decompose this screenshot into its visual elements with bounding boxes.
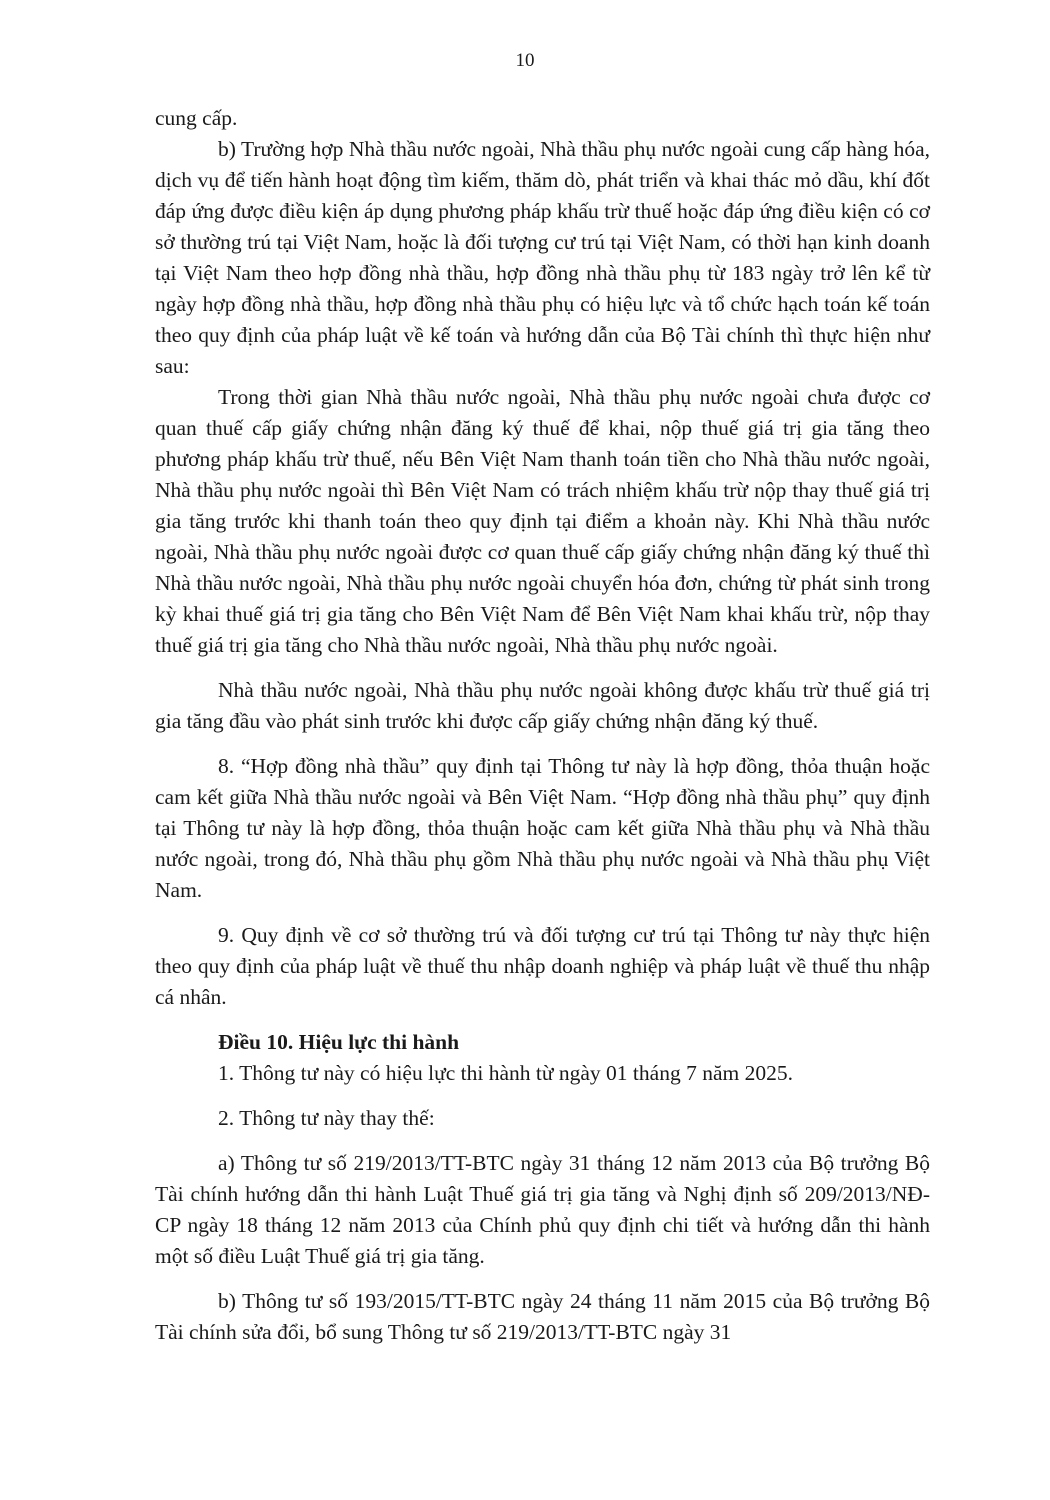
- paragraph-clause-9: 9. Quy định về cơ sở thường trú và đối tượng cư trú tại Thông tư này thực hiện theo quy định của pháp luật về thuế thu nhập doanh nghiệp và pháp luật về thuế thu nhập cá nhân.: [155, 923, 930, 1009]
- paragraph-registration-period: Trong thời gian Nhà thầu nước ngoài, Nhà thầu phụ nước ngoài chưa được cơ quan thuế cấp giấy chứng nhận đăng ký thuế để khai, nộp thuế giá trị gia tăng theo phương pháp khấu trừ thuế, nếu Bên Việt Nam thanh toán tiền cho Nhà thầu nước ngoài, Nhà thầu phụ nước ngoài thì Bên Việt Nam có trách nhiệm khấu trừ nộp thay thuế giá trị gia tăng trước khi thanh toán theo quy định tại điểm a khoản này. Khi Nhà thầu nước ngoài, Nhà thầu phụ nước ngoài được cơ quan thuế cấp giấy chứng nhận đăng ký thuế thì Nhà thầu nước ngoài, Nhà thầu phụ nước ngoài chuyển hóa đơn, chứng từ phát sinh trong kỳ khai thuế giá trị gia tăng cho Bên Việt Nam để Bên Việt Nam khai khấu trừ, nộp thay thuế giá trị gia tăng cho Nhà thầu nước ngoài, Nhà thầu phụ nước ngoài.: [155, 385, 930, 657]
- paragraph-input-vat: Nhà thầu nước ngoài, Nhà thầu phụ nước ngoài không được khấu trừ thuế giá trị gia tăng đầu vào phát sinh trước khi được cấp giấy chứng nhận đăng ký thuế.: [155, 678, 930, 733]
- page-number: 10: [515, 50, 535, 71]
- document-body: [155, 103, 930, 1348]
- paragraph-replacement-a: a) Thông tư số 219/2013/TT-BTC ngày 31 tháng 12 năm 2013 của Bộ trưởng Bộ Tài chính hướng dẫn thi hành Luật Thuế giá trị gia tăng và Nghị định số 209/2013/NĐ-CP ngày 18 tháng 12 năm 2013 của Chính phủ quy định chi tiết và hướng dẫn thi hành một số điều Luật Thuế giá trị gia tăng.: [155, 1151, 930, 1268]
- paragraph-continuation: cung cấp.: [155, 106, 238, 130]
- paragraph-clause-8: 8. “Hợp đồng nhà thầu” quy định tại Thông tư này là hợp đồng, thỏa thuận hoặc cam kết giữa Nhà thầu nước ngoài và Bên Việt Nam. “Hợp đồng nhà thầu phụ” quy định tại Thông tư này là hợp đồng, thỏa thuận hoặc cam kết giữa Nhà thầu phụ và Nhà thầu nước ngoài, trong đó, Nhà thầu phụ gồm Nhà thầu phụ nước ngoài và Nhà thầu phụ Việt Nam.: [155, 754, 930, 902]
- paragraph-replacement: 2. Thông tư này thay thế:: [218, 1106, 435, 1130]
- paragraph-replacement-b: b) Thông tư số 193/2015/TT-BTC ngày 24 tháng 11 năm 2015 của Bộ trưởng Bộ Tài chính sửa đổi, bổ sung Thông tư số 219/2013/TT-BTC ngày 31: [155, 1289, 930, 1344]
- paragraph-clause-b: b) Trường hợp Nhà thầu nước ngoài, Nhà thầu phụ nước ngoài cung cấp hàng hóa, dịch vụ để tiến hành hoạt động tìm kiếm, thăm dò, phát triển và khai thác mỏ dầu, khí đốt đáp ứng được điều kiện áp dụng phương pháp khấu trừ thuế hoặc đáp ứng điều kiện có cơ sở thường trú tại Việt Nam, hoặc là đối tượng cư trú tại Việt Nam, có thời hạn kinh doanh tại Việt Nam theo hợp đồng nhà thầu, hợp đồng nhà thầu phụ từ 183 ngày trở lên kể từ ngày hợp đồng nhà thầu, hợp đồng nhà thầu phụ có hiệu lực và tổ chức hạch toán kế toán theo quy định của pháp luật về kế toán và hướng dẫn của Bộ Tài chính thì thực hiện như sau:: [155, 137, 930, 378]
- article-10-heading: Điều 10. Hiệu lực thi hành: [218, 1030, 460, 1054]
- paragraph-effective-date: 1. Thông tư này có hiệu lực thi hành từ ngày 01 tháng 7 năm 2025.: [218, 1061, 793, 1085]
